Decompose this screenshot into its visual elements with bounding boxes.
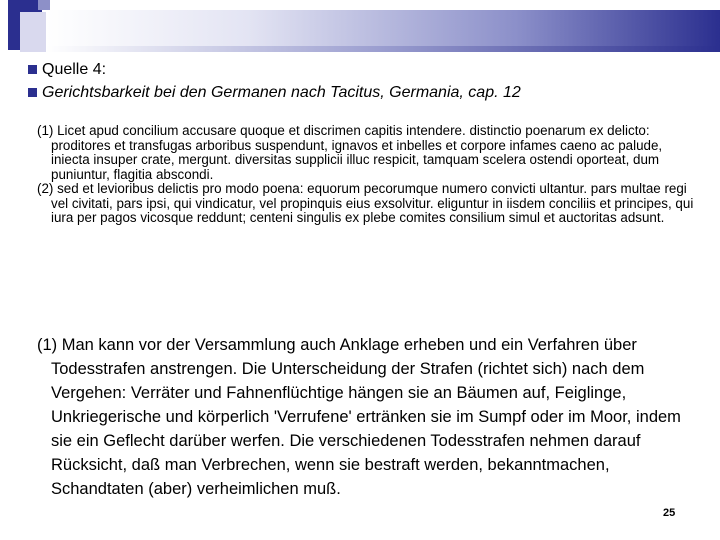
source-label: Quelle 4:: [42, 61, 107, 78]
heading-item-source: [28, 58, 521, 81]
german-translation: [37, 333, 702, 501]
header-gradient-bar: [46, 10, 720, 46]
latin-paragraph-1: (1) Licet apud concilium accusare quoque et discrimen capitis intendere. distinctio poenarum ex delicto: proditores et transfugas arboribus suspendunt, ignavos et inbelles et corpore infames caeno ac palude, iniecta insuper crate, mergunt. diversitas supplicii illuc respicit, tamquam scelera ostendi oporteat, dum puniuntur, flagitia abscondi.: [37, 123, 663, 182]
slide-subtitle: Gerichtsbarkeit bei den Germanen nach Tacitus, Germania, cap. 12: [42, 84, 521, 101]
latin-paragraph-2: (2) sed et levioribus delictis pro modo poena: equorum pecorumque numero convicti ultantur. pars multae regi vel civitati, pars ipsi, qui vindicatur, vel propinquis eius exsolvitur. eliguntur in iisdem conciliis et principes, qui iura per pagos vicosque reddunt; centeni singulis ex plebe comites consilium simul et auctoritas adsunt.: [37, 181, 694, 225]
page-number: 25: [663, 507, 676, 519]
decor-square-mid: [38, 0, 50, 10]
latin-text: [37, 124, 697, 226]
header-gradient-line: [46, 46, 720, 52]
heading-list: [28, 58, 521, 104]
square-bullet-icon: [28, 65, 37, 74]
heading-item-subtitle: [28, 81, 521, 104]
german-paragraph-1: (1) Man kann vor der Versammlung auch Anklage erheben und ein Verfahren über Todesstrafen anstrengen. Die Unterscheidung der Strafen (richtet sich) nach dem Vergehen: Verräter und Fahnenflüchtige hängen sie an Bäumen auf, Feiglinge, Unkriegerische und körperlich 'Verrufene' ertränken sie im Sumpf oder im Moor, indem sie ein Geflecht darüber werfen. Die verschiedenen Todesstrafen nehmen darauf Rücksicht, daß man Verbrechen, wenn sie bestraft werden, bekanntmachen, Schandtaten (aber) verheimlichen muß.: [37, 336, 681, 498]
square-bullet-icon: [28, 88, 37, 97]
